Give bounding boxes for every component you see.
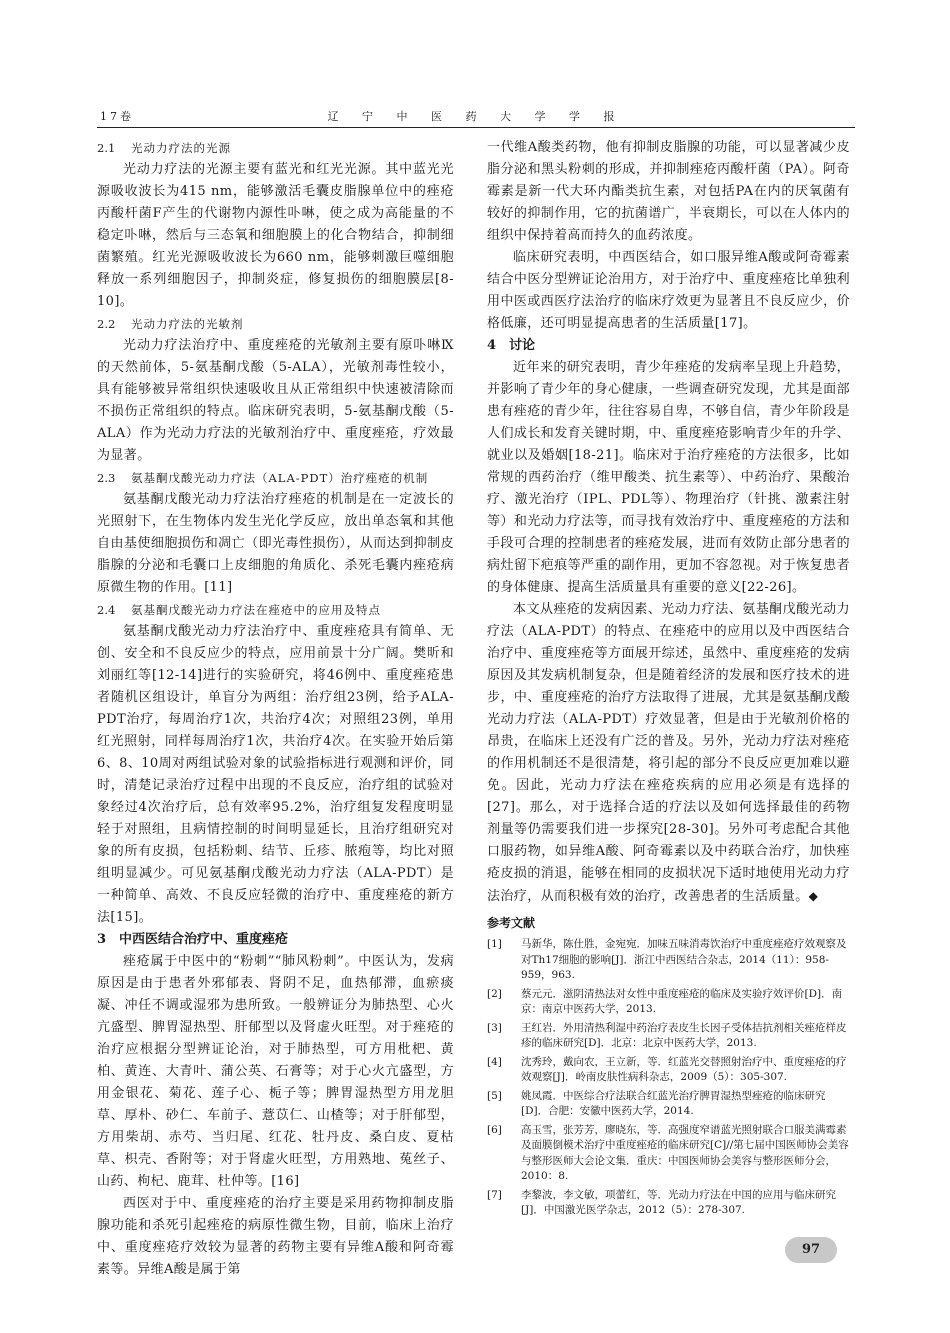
section-number: 4 xyxy=(487,338,497,353)
section-2-3-heading xyxy=(97,467,454,489)
paragraph-4-b xyxy=(487,599,850,908)
section-number: 2.1 xyxy=(97,141,116,155)
left-column xyxy=(97,137,454,1281)
section-title: 氨基酮戊酸光动力疗法在痤疮中的应用及特点 xyxy=(131,603,381,617)
reference-item xyxy=(487,1123,850,1185)
references-heading: 参考文献 xyxy=(487,916,536,930)
section-title: 氨基酮戊酸光动力疗法（ALA-PDT）治疗痤疮的机制 xyxy=(131,471,429,485)
reference-number: [5] xyxy=(487,1089,502,1102)
reference-item xyxy=(487,937,850,984)
section-3-heading xyxy=(97,929,454,951)
section-number: 3 xyxy=(97,932,107,947)
reference-number: [1] xyxy=(487,938,502,950)
section-number: 2.4 xyxy=(97,603,116,617)
reference-number: [3] xyxy=(487,1021,502,1034)
section-2-4-heading xyxy=(97,599,454,621)
section-title: 光动力疗法的光源 xyxy=(131,141,231,155)
reference-text: 蔡元元．滋阴清热法对女性中重度痤疮的临床及实验疗效评价[D]．南京：南京中医药大学，2013. xyxy=(521,987,843,1015)
paragraph-3-b: 西医对于中、重度痤疮的治疗主要是采用药物抑制皮脂腺功能和杀死引起痤疮的病原性微生物，目前，临床上治疗中、重度痤疮疗效较为显著的药物主要有异维A酸和阿奇霉素等。异维A酸是属于第 xyxy=(97,1196,454,1277)
section-2-2-heading xyxy=(97,313,454,335)
reference-text: 沈秀玲，戴向农，王立新，等．红蓝光交替照射治疗中、重度痤疮的疗效观察[J]．岭南皮肤性病科杂志，2009（5）：305-307. xyxy=(521,1055,847,1083)
reference-number: [7] xyxy=(487,1188,502,1201)
reference-item xyxy=(487,1021,850,1052)
section-4-heading xyxy=(487,335,850,357)
right-column xyxy=(487,137,850,1219)
page-number: 97 xyxy=(785,1237,837,1263)
volume-label: 17卷 xyxy=(100,110,134,123)
header-rule xyxy=(97,127,855,128)
reference-text: 马新华，陈仕胜，金宛宛．加味五味消毒饮治疗中重度痤疮疗效观察及对Th17细胞的影响[J]．浙江中西医结合杂志，2014（11）：958-959，963. xyxy=(521,938,847,981)
paragraph-2-4: 氨基酮戊酸光动力疗法治疗中、重度痤疮具有简单、无创、安全和不良反应少的特点，应用前景十分广阔。樊昕和刘丽红等[12-14]进行的实验研究，将46例中、重度痤疮患者随机区组设计，单盲分为两组：治疗组23例，给予ALA-PDT治疗，每周治疗1次，共治疗4次；对照组23例，单用红光照射，同样每周治疗1次，共治疗4次。在实验开始后第6、8、10周对两组试验对象的试验指标进行观测和评价，同时，清楚记录治疗过程中出现的不良反应，治疗组的试验对象经过4次治疗后，总有效率95.2%，治疗组复发程度明显轻于对照组，且病情控制的时间明显延长，且治疗组研究对象的所有皮损，包括粉刺、结节、丘疹、脓疱等，均比对照组明显减少。可见氨基酮戊酸光动力疗法（ALA-PDT）是一种简单、高效、不良反应轻微的治疗中、重度痤疮的新方法[15]。 xyxy=(97,624,454,925)
reference-number: [6] xyxy=(487,1123,502,1136)
section-number: 2.2 xyxy=(97,317,116,331)
reference-text: 高玉雪，张芳芳，廖晓东，等．高强度窄谱蓝光照射联合口服美满霉素及面膜倒模术治疗中重度痤疮的临床研究[C]//第七届中国医师协会美容与整形医师大会论文集．重庆：中国医师协会美容与整形医师分会，2010：8. xyxy=(521,1123,849,1182)
section-number: 2.3 xyxy=(97,471,116,485)
reference-item xyxy=(487,1089,850,1120)
end-diamond-icon: ◆ xyxy=(808,889,819,903)
paragraph-2-2: 光动力疗法治疗中、重度痤疮的光敏剂主要有原卟啉Ⅸ的天然前体，5-氨基酮戊酸（5-ALA），光敏剂毒性较小，具有能够被异常组织快速吸收且从正常组织中快速被清除而不损伤正常组织的特点。临床研究表明，5-氨基酮戊酸（5-ALA）作为光动力疗法的光敏剂治疗中、重度痤疮，疗效最为显著。 xyxy=(97,338,454,463)
journal-title: 辽 宁 中 医 药 大 学 学 报 xyxy=(327,110,625,123)
section-title: 中西医结合治疗中、重度痤疮 xyxy=(119,932,289,947)
paragraph-2-1: 光动力疗法的光源主要有蓝光和红光光源。其中蓝光光源吸收波长为415 nm，能够激活毛囊皮脂腺单位中的痤疮丙酸杆菌F产生的代谢物内源性卟啉，使之成为高能量的不稳定卟啉，然后与三态氧和细胞膜上的化合物结合，抑制细菌繁殖。红光光源吸收波长为660 nm，能够刺激巨噬细胞释放一系列细胞因子，抑制炎症，修复损伤的细胞膜层[8-10]。 xyxy=(97,162,454,309)
running-header xyxy=(97,106,855,124)
reference-number: [4] xyxy=(487,1055,502,1068)
section-title: 讨论 xyxy=(509,338,536,353)
section-title: 光动力疗法的光敏剂 xyxy=(131,317,244,331)
paragraph-2-3: 氨基酮戊酸光动力疗法治疗痤疮的机制是在一定波长的光照射下，在生物体内发生光化学反应，放出单态氧和其他自由基使细胞损伤和凋亡（即光毒性损伤），从而达到抑制皮脂腺的分泌和毛囊口上皮细胞的角质化、杀死毛囊内痤疮病原微生物的作用。[11] xyxy=(97,492,454,595)
paragraph-3-d: 临床研究表明，中西医结合，如口服异维A酸或阿奇霉素结合中医分型辨证论治用方，对于治疗中、重度痤疮比单独利用中医或西医疗法治疗的临床疗效更为显著且不良反应少，价格低廉，还可明显提高患者的生活质量[17]。 xyxy=(487,250,850,331)
paragraph-3-c: 一代维A酸类药物，他有抑制皮脂腺的功能，可以显著减少皮脂分泌和黑头粉刺的形成，并抑制痤疮丙酸杆菌（PA）。阿奇霉素是新一代大环内酯类抗生素，对包括PA在内的厌氧菌有较好的抑制作用，它的抗菌谱广，半衰期长，可以在人体内的组织中保持着高而持久的血药浓度。 xyxy=(487,140,850,243)
section-2-1-heading xyxy=(97,137,454,159)
reference-text: 王红岩．外用清热利湿中药治疗表皮生长因子受体拮抗剂相关痤疮样皮疹的临床研究[D]．北京：北京中医药大学，2013. xyxy=(521,1021,847,1049)
paragraph-3-a: 痤疮属于中医中的“粉刺”“肺风粉刺”。中医认为，发病原因是由于患者外邪郁表、肾阴不足，血热郁滞，血瘀痰凝、冲任不调或湿邪为患所致。一般辨证分为肺热型、心火亢盛型、脾胃湿热型、肝郁型以及肾虚火旺型。对于痤疮的治疗应根据分型辨证论治，对于肺热型，可方用枇杷、黄柏、黄连、大青叶、蒲公英、石膏等；对于心火亢盛型，方用金银花、菊花、莲子心、栀子等；脾胃湿热型方用龙胆草、厚朴、砂仁、车前子、薏苡仁、山楂等；对于肝郁型，方用柴胡、赤芍、当归尾、红花、牡丹皮、桑白皮、夏枯草、枳壳、香附等；对于肾虚火旺型，方用熟地、菟丝子、山药、枸杞、鹿茸、杜仲等。[16] xyxy=(97,954,454,1189)
reference-text: 姚凤霞．中医综合疗法联合红蓝光治疗脾胃湿热型痤疮的临床研究[D]．合肥：安徽中医药大学，2014. xyxy=(521,1089,826,1117)
reference-item xyxy=(487,1055,850,1086)
references-list xyxy=(487,937,850,1219)
reference-number: [2] xyxy=(487,987,502,1000)
reference-item xyxy=(487,987,850,1018)
paragraph-4-b-text: 本文从痤疮的发病因素、光动力疗法、氨基酮戊酸光动力疗法（ALA-PDT）的特点、在痤疮中的应用以及中西医结合治疗中、重度痤疮等方面展开综述，虽然中、重度痤疮的发病原因及其发病机制复杂，但是随着经济的发展和医疗技术的进步，中、重度痤疮的治疗方法取得了进展，尤其是氨基酮戊酸光动力疗法（ALA-PDT）疗效显著，但是由于光敏剂价格的昂贵，在临床上还没有广泛的普及。另外，光动力疗法对痤疮的作用机制还不是很清楚，将引起的部分不良反应更加难以避免。因此，光动力疗法在痤疮疾病的应用必须是有选择的[27]。那么，对于选择合适的疗法以及如何选择最佳的药物剂量等仍需要我们进一步探究[28-30]。另外可考虑配合其他口服药物，如异维A酸、阿奇霉素以及中药联合治疗，加快痤疮皮损的消退，能够在相同的皮损状况下适时地使用光动力疗法治疗，从而积极有效的治疗，改善患者的生活质量。 xyxy=(487,602,850,904)
paragraph-4-a: 近年来的研究表明，青少年痤疮的发病率呈现上升趋势，并影响了青少年的身心健康，一些调查研究发现，尤其是面部患有痤疮的青少年，往往容易自卑，不够自信，青少年阶段是人们成长和发育关键时期，中、重度痤疮影响青少年的升学、就业以及婚姻[18-21]。临床对于治疗痤疮的方法很多，比如常规的西药治疗（维甲酸类、抗生素等）、中药治疗、果酸治疗、激光治疗（IPL、PDL等）、物理治疗（针挑、激素注射等）和光动力疗法等，而寻找有效治疗中、重度痤疮的方法和手段可合理的控制患者的痤疮发展，进而有效防止部分患者的病灶留下疤痕等严重的副作用，更加不容忽视。对于恢复患者的身体健康、提高生活质量具有重要的意义[22-26]。 xyxy=(487,360,850,595)
reference-text: 李黎波，李文敏，项蕾红，等．光动力疗法在中国的应用与临床研究[J]．中国激光医学杂志，2012（5）：278-307. xyxy=(521,1188,836,1216)
reference-item xyxy=(487,1188,850,1219)
